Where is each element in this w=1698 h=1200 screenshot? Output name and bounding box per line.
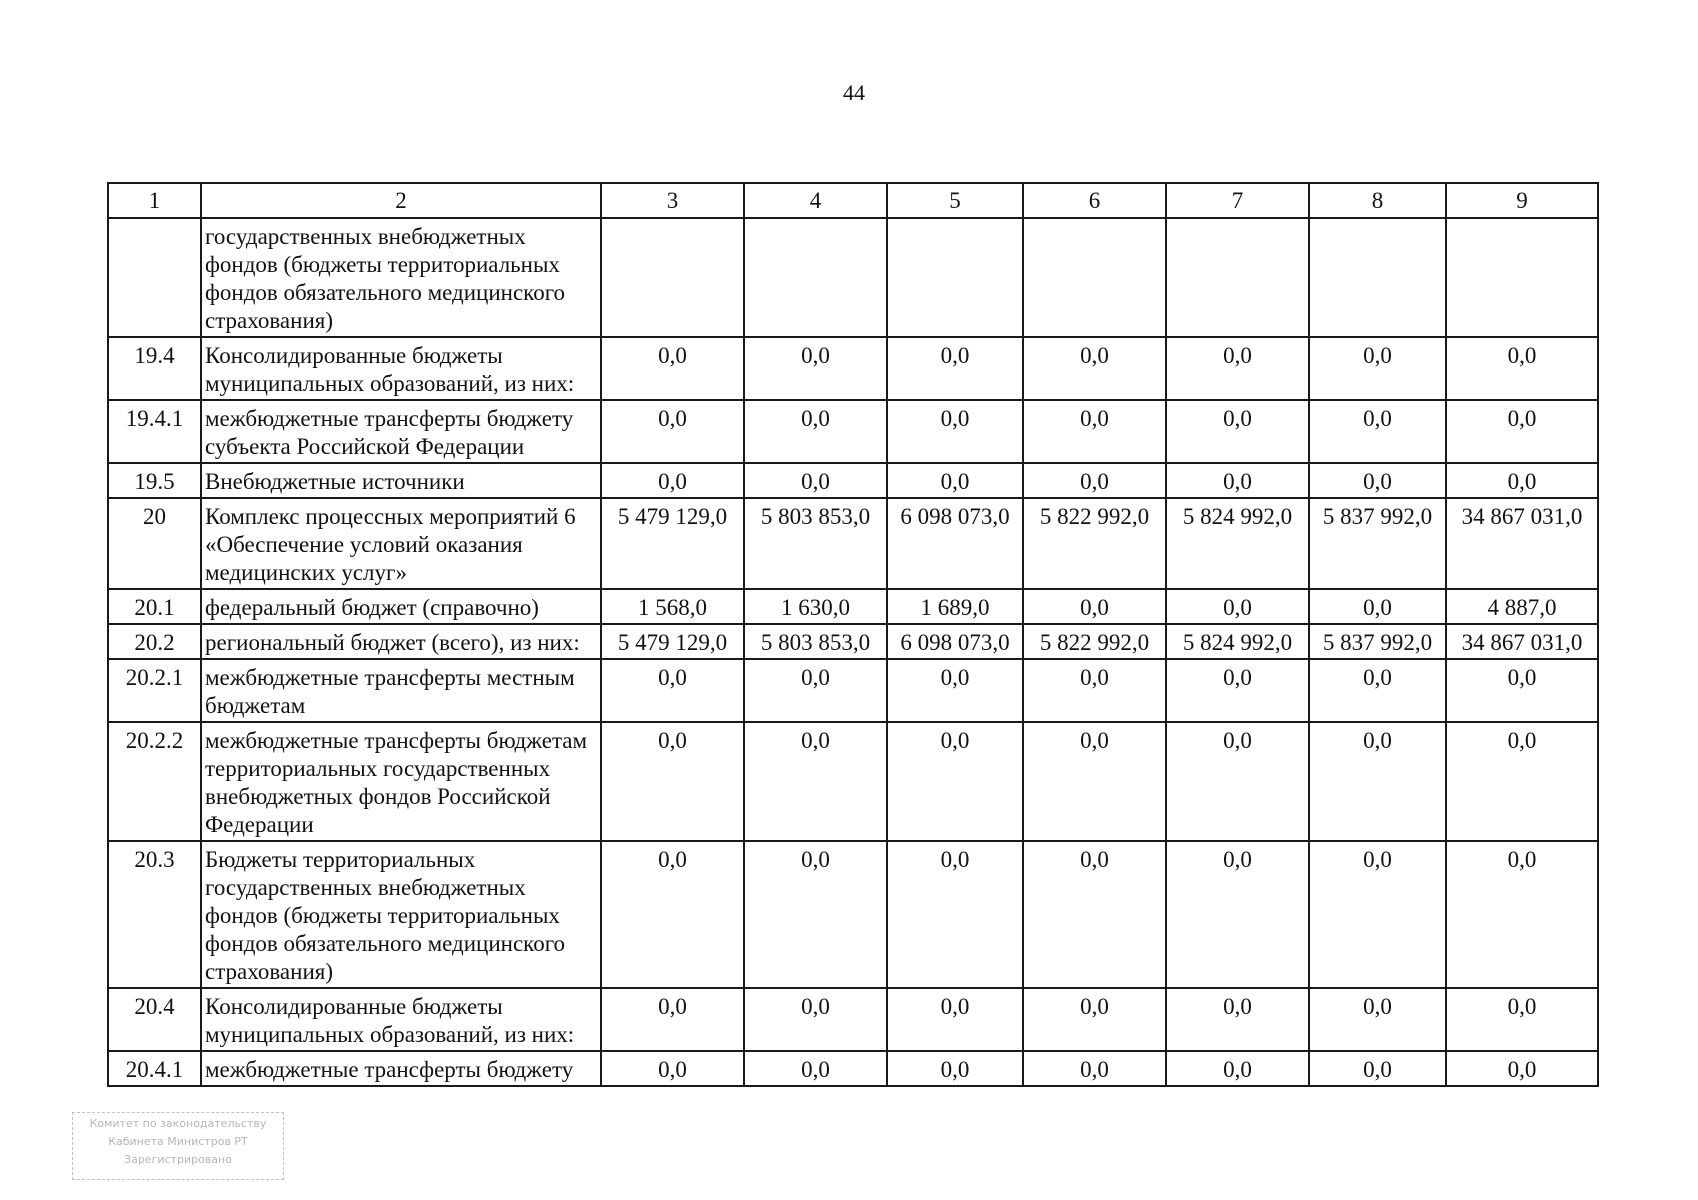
row-number-cell: 20.3 [108, 841, 201, 988]
value-cell [887, 218, 1023, 337]
value-cell: 0,0 [1309, 1051, 1446, 1086]
value-cell: 0,0 [1309, 589, 1446, 624]
value-cell: 0,0 [1023, 337, 1166, 400]
row-name-cell: Консолидированные бюджеты муниципальных образований, из них: [201, 337, 601, 400]
value-cell: 0,0 [887, 722, 1023, 841]
column-header: 5 [887, 183, 1023, 218]
value-cell: 0,0 [887, 463, 1023, 498]
value-cell: 0,0 [1446, 337, 1598, 400]
value-cell: 6 098 073,0 [887, 624, 1023, 659]
value-cell: 0,0 [1166, 400, 1309, 463]
value-cell: 5 822 992,0 [1023, 624, 1166, 659]
value-cell: 0,0 [1309, 400, 1446, 463]
value-cell: 5 837 992,0 [1309, 624, 1446, 659]
table-row [108, 722, 1598, 841]
row-name-cell: межбюджетные трансферты бюджетам территориальных государственных внебюджетных фондов Российской Федерации [201, 722, 601, 841]
table-row [108, 498, 1598, 589]
row-name-cell: межбюджетные трансферты бюджету субъекта Российской Федерации [201, 400, 601, 463]
value-cell: 0,0 [601, 841, 744, 988]
row-name-cell: государственных внебюджетных фондов (бюджеты территориальных фондов обязательного медицинского страхования) [201, 218, 601, 337]
stamp-line: Кабинета Министров РТ [108, 1135, 248, 1148]
value-cell: 0,0 [1446, 722, 1598, 841]
value-cell: 0,0 [601, 988, 744, 1051]
row-number-cell: 20 [108, 498, 201, 589]
value-cell: 0,0 [887, 1051, 1023, 1086]
row-name-cell: Консолидированные бюджеты муниципальных образований, из них: [201, 988, 601, 1051]
row-number-cell: 20.2.2 [108, 722, 201, 841]
value-cell: 0,0 [1446, 659, 1598, 722]
row-name-cell: федеральный бюджет (справочно) [201, 589, 601, 624]
row-number-cell: 19.4.1 [108, 400, 201, 463]
value-cell: 0,0 [601, 337, 744, 400]
value-cell: 0,0 [744, 659, 887, 722]
value-cell: 0,0 [887, 988, 1023, 1051]
column-header: 8 [1309, 183, 1446, 218]
table-row [108, 624, 1598, 659]
value-cell: 0,0 [744, 337, 887, 400]
table-row [108, 841, 1598, 988]
value-cell: 0,0 [1166, 337, 1309, 400]
value-cell: 0,0 [1309, 841, 1446, 988]
value-cell: 0,0 [1446, 463, 1598, 498]
value-cell [601, 218, 744, 337]
value-cell [1023, 218, 1166, 337]
value-cell: 0,0 [1309, 463, 1446, 498]
stamp-line: Комитет по законодательству [89, 1117, 267, 1130]
value-cell: 6 098 073,0 [887, 498, 1023, 589]
value-cell: 0,0 [744, 400, 887, 463]
value-cell: 34 867 031,0 [1446, 624, 1598, 659]
table-row [108, 400, 1598, 463]
value-cell: 0,0 [601, 659, 744, 722]
row-number-cell [108, 218, 201, 337]
value-cell: 0,0 [1023, 988, 1166, 1051]
value-cell: 1 630,0 [744, 589, 887, 624]
value-cell: 0,0 [744, 463, 887, 498]
value-cell [1309, 218, 1446, 337]
value-cell: 0,0 [1166, 988, 1309, 1051]
table-row [108, 659, 1598, 722]
value-cell: 5 824 992,0 [1166, 498, 1309, 589]
value-cell: 0,0 [1166, 1051, 1309, 1086]
row-number-cell: 20.2.1 [108, 659, 201, 722]
value-cell: 0,0 [1446, 988, 1598, 1051]
budget-table [107, 182, 1599, 1087]
value-cell: 0,0 [1023, 463, 1166, 498]
value-cell: 0,0 [887, 400, 1023, 463]
table-row [108, 218, 1598, 337]
value-cell: 0,0 [1446, 1051, 1598, 1086]
value-cell: 5 479 129,0 [601, 624, 744, 659]
value-cell: 0,0 [1023, 589, 1166, 624]
column-header: 9 [1446, 183, 1598, 218]
value-cell: 0,0 [1166, 463, 1309, 498]
value-cell [1446, 218, 1598, 337]
value-cell: 0,0 [1446, 841, 1598, 988]
value-cell: 0,0 [1023, 659, 1166, 722]
table-row [108, 589, 1598, 624]
registration-stamp [72, 1112, 284, 1180]
column-header: 7 [1166, 183, 1309, 218]
value-cell: 0,0 [744, 988, 887, 1051]
column-header: 4 [744, 183, 887, 218]
value-cell: 0,0 [1023, 1051, 1166, 1086]
value-cell: 5 824 992,0 [1166, 624, 1309, 659]
value-cell: 5 803 853,0 [744, 498, 887, 589]
table-body [108, 218, 1598, 1086]
column-header: 6 [1023, 183, 1166, 218]
value-cell: 0,0 [744, 841, 887, 988]
row-number-cell: 20.4.1 [108, 1051, 201, 1086]
table-row [108, 463, 1598, 498]
value-cell: 0,0 [1309, 988, 1446, 1051]
value-cell: 4 887,0 [1446, 589, 1598, 624]
column-header: 3 [601, 183, 744, 218]
column-header: 1 [108, 183, 201, 218]
table-header [108, 183, 1598, 218]
row-name-cell: Внебюджетные источники [201, 463, 601, 498]
value-cell: 0,0 [1309, 337, 1446, 400]
value-cell: 0,0 [887, 659, 1023, 722]
value-cell: 5 479 129,0 [601, 498, 744, 589]
row-number-cell: 20.1 [108, 589, 201, 624]
stamp-line: Зарегистрировано [124, 1153, 232, 1166]
row-name-cell: межбюджетные трансферты бюджету [201, 1051, 601, 1086]
header-row [108, 183, 1598, 218]
value-cell [1166, 218, 1309, 337]
value-cell: 34 867 031,0 [1446, 498, 1598, 589]
column-header: 2 [201, 183, 601, 218]
table-row [108, 1051, 1598, 1086]
value-cell: 0,0 [887, 841, 1023, 988]
value-cell [744, 218, 887, 337]
row-name-cell: региональный бюджет (всего), из них: [201, 624, 601, 659]
value-cell: 5 803 853,0 [744, 624, 887, 659]
table-row [108, 988, 1598, 1051]
value-cell: 5 837 992,0 [1309, 498, 1446, 589]
row-number-cell: 19.5 [108, 463, 201, 498]
value-cell: 0,0 [1023, 722, 1166, 841]
row-number-cell: 20.2 [108, 624, 201, 659]
value-cell: 0,0 [744, 1051, 887, 1086]
value-cell: 0,0 [1309, 722, 1446, 841]
value-cell: 0,0 [601, 400, 744, 463]
value-cell: 0,0 [1023, 400, 1166, 463]
value-cell: 0,0 [1166, 841, 1309, 988]
value-cell: 0,0 [1166, 659, 1309, 722]
value-cell: 0,0 [601, 722, 744, 841]
table-row [108, 337, 1598, 400]
row-number-cell: 19.4 [108, 337, 201, 400]
row-name-cell: Комплекс процессных мероприятий 6 «Обеспечение условий оказания медицинских услуг» [201, 498, 601, 589]
value-cell: 1 689,0 [887, 589, 1023, 624]
value-cell: 1 568,0 [601, 589, 744, 624]
value-cell: 0,0 [887, 337, 1023, 400]
value-cell: 0,0 [1446, 400, 1598, 463]
value-cell: 5 822 992,0 [1023, 498, 1166, 589]
value-cell: 0,0 [1023, 841, 1166, 988]
value-cell: 0,0 [1166, 589, 1309, 624]
value-cell: 0,0 [601, 463, 744, 498]
value-cell: 0,0 [744, 722, 887, 841]
value-cell: 0,0 [1309, 659, 1446, 722]
row-number-cell: 20.4 [108, 988, 201, 1051]
value-cell: 0,0 [1166, 722, 1309, 841]
row-name-cell: межбюджетные трансферты местным бюджетам [201, 659, 601, 722]
page-number: 44 [843, 80, 865, 105]
row-name-cell: Бюджеты территориальных государственных внебюджетных фондов (бюджеты территориальных фондов обязательного медицинского страхования) [201, 841, 601, 988]
value-cell: 0,0 [601, 1051, 744, 1086]
